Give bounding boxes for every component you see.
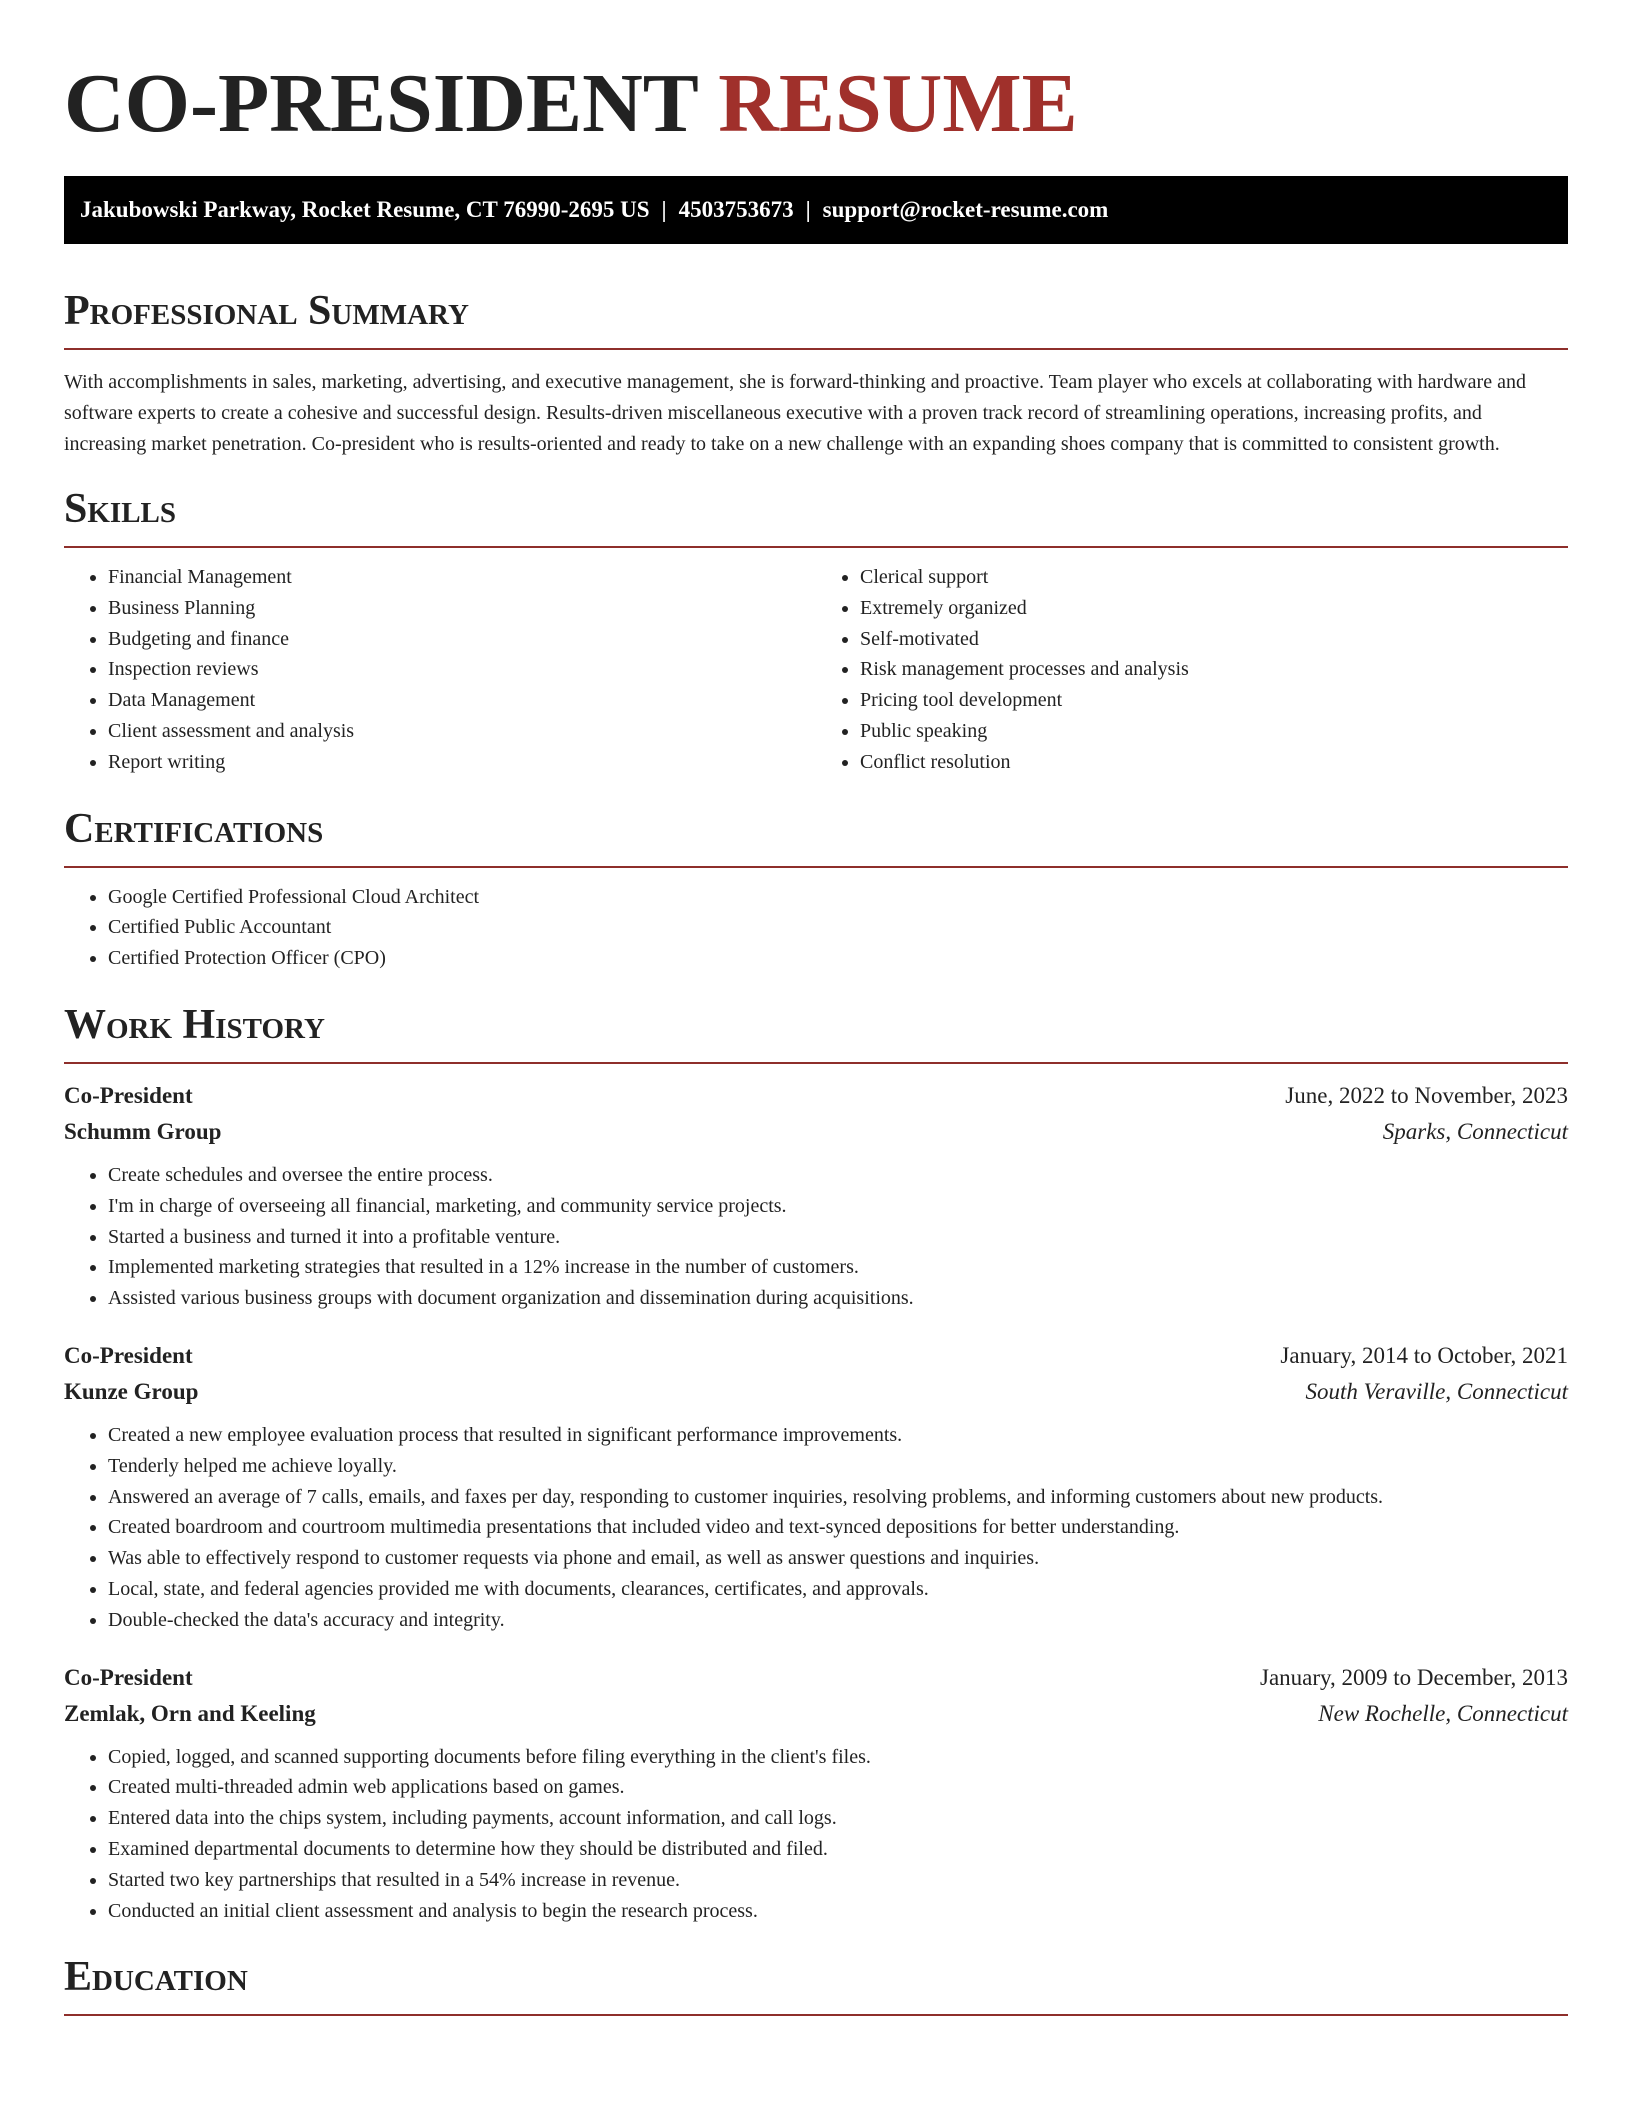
certification-item: • Google Certified Professional Cloud Architect <box>108 882 1568 913</box>
job-title: Co-President <box>64 1664 193 1690</box>
job-header-row <box>64 1338 1568 1374</box>
certifications-section <box>64 805 1568 974</box>
work-history-section <box>64 1001 1568 1926</box>
skills-list-right <box>816 562 1568 778</box>
contact-phone: 4503753673 <box>678 197 794 222</box>
job-bullet: • Started two key partnerships that resulted in a 54% increase in revenue. <box>108 1865 1568 1896</box>
education-heading: Education <box>64 1954 248 2001</box>
summary-text: With accomplishments in sales, marketing, advertising, and executive management, she is forward-thinking and proactive. Team player who excels at collaborating with hardware and software experts to create a cohesive and successful design. Results-driven miscellaneous executive with a proven track record of streamlining operations, increasing profits, and increasing market penetration. Co-president who is results-oriented and ready to take on a new challenge with an expanding shoes company that is committed to consistent growth. <box>64 371 1526 455</box>
job-bullet: • Answered an average of 7 calls, emails, and faxes per day, responding to customer inquiries, resolving problems, and informing customers about new products. <box>108 1482 1568 1513</box>
job-bullet: • Entered data into the chips system, including payments, account information, and call logs. <box>108 1803 1568 1834</box>
skill-item: • Clerical support <box>860 562 1568 593</box>
title-main: CO-PRESIDENT <box>64 57 698 150</box>
contact-address: Jakubowski Parkway, Rocket Resume, CT 76990-2695 US <box>80 197 650 222</box>
job-title: Co-President <box>64 1342 193 1368</box>
section-divider <box>64 2014 1568 2016</box>
job-bullet: • Created multi-threaded admin web applications based on games. <box>108 1772 1568 1803</box>
job-header-row <box>64 1660 1568 1696</box>
job-bullet: • Was able to effectively respond to customer requests via phone and email, as well as answer questions and inquiries. <box>108 1543 1568 1574</box>
certification-item: • Certified Protection Officer (CPO) <box>108 943 1568 974</box>
certification-item: • Certified Public Accountant <box>108 912 1568 943</box>
job-location: Sparks, Connecticut <box>1382 1118 1568 1144</box>
job-bullet: • Examined departmental documents to determine how they should be distributed and filed. <box>108 1834 1568 1865</box>
job-bullets <box>64 1160 1568 1314</box>
section-divider <box>64 348 1568 350</box>
job-bullet: • Create schedules and oversee the entire process. <box>108 1160 1568 1191</box>
title-accent: RESUME <box>718 57 1078 150</box>
job-bullet: • Assisted various business groups with document organization and dissemination during acquisitions. <box>108 1283 1568 1314</box>
skill-item: • Extremely organized <box>860 593 1568 624</box>
skill-item: • Self-motivated <box>860 624 1568 655</box>
skill-item: • Inspection reviews <box>108 654 816 685</box>
certifications-heading: Certifications <box>64 805 324 852</box>
skill-item: • Data Management <box>108 685 816 716</box>
job-entry <box>64 1660 1568 1927</box>
skill-item: • Business Planning <box>108 593 816 624</box>
job-company: Schumm Group <box>64 1118 222 1144</box>
contact-bar <box>64 176 1568 244</box>
certifications-list <box>64 882 1568 974</box>
job-bullet: • Copied, logged, and scanned supporting documents before filing everything in the client's files. <box>108 1742 1568 1773</box>
job-bullet: • Tenderly helped me achieve loyally. <box>108 1451 1568 1482</box>
job-bullet: • Created a new employee evaluation process that resulted in significant performance improvements. <box>108 1420 1568 1451</box>
job-company: Kunze Group <box>64 1378 199 1404</box>
skills-list-left <box>64 562 816 778</box>
contact-separator: | <box>661 197 667 222</box>
skill-item: • Report writing <box>108 747 816 778</box>
education-section <box>64 1956 1568 2016</box>
skills-section <box>64 488 1568 778</box>
summary-heading: Professional Summary <box>64 288 469 334</box>
job-company-row <box>64 1374 1568 1410</box>
skill-item: • Conflict resolution <box>860 747 1568 778</box>
skill-item: • Risk management processes and analysis <box>860 654 1568 685</box>
skill-item: • Financial Management <box>108 562 816 593</box>
job-entry <box>64 1078 1568 1314</box>
skill-item: • Public speaking <box>860 716 1568 747</box>
resume-title <box>64 0 1568 150</box>
job-header-row <box>64 1078 1568 1114</box>
job-company: Zemlak, Orn and Keeling <box>64 1700 316 1726</box>
job-bullets <box>64 1742 1568 1927</box>
skill-item: • Client assessment and analysis <box>108 716 816 747</box>
job-company-row <box>64 1114 1568 1150</box>
skill-item: • Pricing tool development <box>860 685 1568 716</box>
job-location: South Veraville, Connecticut <box>1305 1378 1568 1404</box>
section-divider <box>64 1062 1568 1064</box>
job-dates: January, 2014 to October, 2021 <box>1280 1342 1568 1368</box>
job-bullet: • Started a business and turned it into a profitable venture. <box>108 1222 1568 1253</box>
contact-email: support@rocket-resume.com <box>822 197 1109 222</box>
contact-separator: | <box>805 197 811 222</box>
section-divider <box>64 546 1568 548</box>
job-bullet: • Local, state, and federal agencies provided me with documents, clearances, certificates, and approvals. <box>108 1574 1568 1605</box>
job-dates: June, 2022 to November, 2023 <box>1285 1082 1568 1108</box>
job-dates: January, 2009 to December, 2013 <box>1260 1664 1568 1690</box>
job-entry <box>64 1338 1568 1636</box>
job-bullet: • Conducted an initial client assessment and analysis to begin the research process. <box>108 1896 1568 1927</box>
job-bullet: • Double-checked the data's accuracy and integrity. <box>108 1605 1568 1636</box>
job-bullet: • Created boardroom and courtroom multimedia presentations that included video and text-synced depositions for better understanding. <box>108 1512 1568 1543</box>
work-history-heading: Work History <box>64 1001 325 1048</box>
skills-grid <box>64 562 1568 778</box>
job-location: New Rochelle, Connecticut <box>1318 1700 1568 1726</box>
skill-item: • Budgeting and finance <box>108 624 816 655</box>
job-company-row <box>64 1696 1568 1732</box>
job-bullet: • I'm in charge of overseeing all financial, marketing, and community service projects. <box>108 1191 1568 1222</box>
section-divider <box>64 866 1568 868</box>
skills-heading: Skills <box>64 486 177 532</box>
job-bullets <box>64 1420 1568 1636</box>
summary-section <box>64 290 1568 460</box>
job-title: Co-President <box>64 1082 193 1108</box>
job-bullet: • Implemented marketing strategies that resulted in a 12% increase in the number of customers. <box>108 1252 1568 1283</box>
